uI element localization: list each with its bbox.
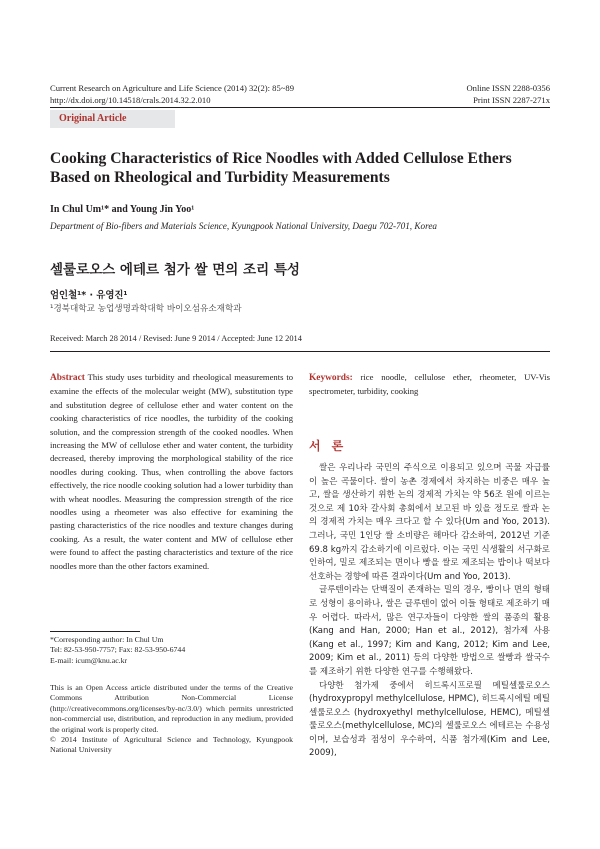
copyright: © 2014 Institute of Agricultural Science and Technology, Kyungpook National University [50, 735, 293, 755]
intro-paragraph: 쌀은 우리나라 국민의 주식으로 이용되고 있으며 곡물 자급률이 높은 곡물이다. 쌀이 농촌 경제에서 차지하는 비중은 매우 높고, 쌀을 생산하기 위한 논의 경제적 가치는 약 56조 원에 이르는 것으로 제 10차 갈사회 총회에서 보고된 바 있을 정도로 쌀과 논의 경제적 가치는 매우 크다고 할 수 있다(Um and Yoo, 2013). 그러나, 국민 1인당 쌀 소비량은 해마다 감소하여, 2012년 기준 69.8 kg까지 감소하기에 이르렀다. 이는 국민 식생활의 서구화로 인하여, 밀로 제조되는 면이나 빵을 쌀로 제조되는 밥이나 떡보다 선호하는 경향에 따른 결과이다(Um and Yoo, 2013). [309, 463, 550, 582]
korean-title: 셀룰로오스 에테르 첨가 쌀 면의 조리 특성 [50, 262, 300, 278]
submission-dates: Received: March 28 2014 / Revised: June 9 2014 / Accepted: June 12 2014 [50, 334, 302, 343]
issn-block [466, 83, 550, 106]
introduction-body [309, 462, 550, 761]
journal-line: Current Research on Agriculture and Life Science (2014) 32(2): 85~89 [50, 83, 295, 93]
keywords-label: Keywords: [309, 373, 353, 383]
introduction-heading: 서론 [309, 439, 355, 453]
intro-paragraph: 다양한 첨가제 중에서 히드록시프로필 메틸셀룰로오스 (hydroxypropyl methylcellulose, HPMC), 히드록시에틸 메틸셀룰로오스 (hydroxyethyl methylcellulose, HEMC), 메틸셀룰로오스(methylcellulose, MC)의 셀룰로오스 에테르는 수용성이며, 보습성과 점성이 우수하여, 식품 첨가제(Kim and Lee, 2009), [309, 680, 550, 759]
corresponding-author: *Corresponding author: In Chul Um [50, 635, 164, 644]
footnote-rule [50, 631, 140, 632]
keywords-text: rice noodle, cellulose ether, rheometer, UV-Vis spectrometer, turbidity, cooking [309, 372, 550, 397]
keywords [309, 371, 550, 399]
doi-link[interactable]: http://dx.doi.org/10.14518/crals.2014.32.2.010 [50, 94, 211, 105]
email[interactable]: E-mail: icum@knu.ac.kr [50, 655, 128, 665]
abstract [50, 371, 293, 573]
header-rule [50, 107, 550, 108]
affiliation: Department of Bio-fibers and Materials Science, Kyungpook National University, Daegu 702-701, Korea [50, 221, 438, 231]
abstract-text: This study uses turbidity and rheological measurements to examine the effects of the molecular weight (MW), substitution type and substitution degree of cellulose ether and water content on the cooking characteristics of rice noodles, the turbidity of the cooking solution, and the compression strength of the cooked noodles. When increasing the MW of cellulose ether and water content, the turbidity decreased, thereby improving the morphological stability of the rice noodles during cooking. Thus, when controlling the above factors effectively, the rice noodle cooking solution had a lower turbidity than with wheat noodles. Measuring the compression strength of the rice noodles using a rheometer was also effective for examining the pasting characteristics of the rice noodles and texture changes during cooking. As a result, the water content and MW of cellulose ether were found to affect the pasting characteristics and texture of the rice noodles more than the other factors examined. [50, 372, 293, 571]
phone-fax: Tel: 82-53-950-7757; Fax: 82-53-950-6744 [50, 645, 186, 655]
abstract-label: Abstract [50, 373, 85, 383]
section-rule [50, 351, 550, 352]
article-type-label: Original Article [59, 113, 127, 124]
license-text: This is an Open Access article distributed under the terms of the Creative Commons Attribution Non-Commercial License (http://creativecommons.org/licenses/by-nc/3.0/) which permits unrestricted non-commercial use, distribution, and reproduction in any medium, provided the original work is properly cited. [50, 683, 293, 734]
author-list: In Chul Um¹* and Young Jin Yoo¹ [50, 204, 195, 215]
license-notice [50, 683, 293, 756]
korean-affiliation: ¹경북대학교 농업생명과학대학 바이오섬유소재학과 [50, 304, 242, 314]
korean-author-list: 엄인철¹* · 유영진¹ [50, 290, 128, 301]
journal-citation [50, 83, 294, 106]
print-issn: Print ISSN 2287-271x [473, 94, 550, 105]
article-type-badge [50, 110, 175, 128]
online-issn: Online ISSN 2288-0356 [466, 83, 550, 93]
intro-paragraph: 글루텐이라는 단백질이 존재하는 밀의 경우, 빵이나 면의 형태로 성형이 용이하나, 쌀은 글루텐이 없어 이들 형태로 제조하기 매우 어렵다. 따라서, 많은 연구자들이 다양한 쌀의 품종의 활용(Kang and Han, 2000; Han et al., 2012), 첨가제 사용(Kang et al., 1997; Kim and Kang, 2012; Kim and Lee, 2009; Kim et al., 2011) 등의 다양한 방법으로 쌀빵과 쌀국수를 제조하기 위한 다양한 연구를 수행해왔다. [309, 585, 550, 677]
corresponding-author-footnote [50, 635, 293, 666]
article-title: Cooking Characteristics of Rice Noodles with Added Cellulose Ethers Based on Rheological and Turbidity Measurements [50, 150, 512, 186]
